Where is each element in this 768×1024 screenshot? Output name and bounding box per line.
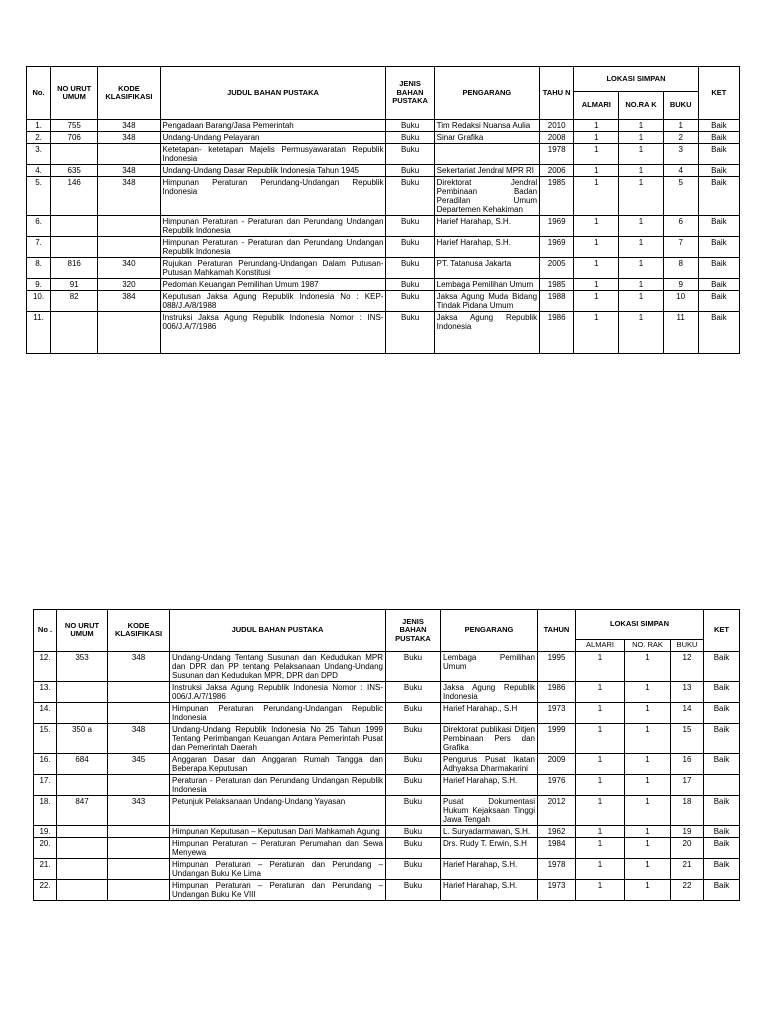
- jenis-cell: Buku: [386, 753, 441, 774]
- pengarang-cell: Lembaga Pemilihan Umum: [441, 651, 538, 681]
- buku-cell: 18: [671, 795, 704, 825]
- row-number: 12.: [34, 651, 57, 681]
- header-tahun: TAHUN: [538, 610, 576, 652]
- pengarang-cell: Harief Harahap, S.H.: [434, 237, 539, 258]
- tahun-cell: 1969: [540, 216, 574, 237]
- kode-cell: [108, 702, 170, 723]
- no-rak-cell: 1: [625, 651, 671, 681]
- tahun-cell: 2005: [540, 258, 574, 279]
- no-urut-cell: [57, 681, 108, 702]
- no-urut-cell: 82: [51, 291, 98, 312]
- table-row: [27, 291, 740, 312]
- no-urut-cell: 684: [57, 753, 108, 774]
- judul-cell: Pedoman Keuangan Pemilihan Umum 1987: [160, 279, 386, 291]
- tahun-cell: 1999: [538, 723, 576, 753]
- row-number: 11.: [27, 312, 51, 354]
- header-no: No .: [34, 610, 57, 652]
- jenis-cell: Buku: [386, 774, 441, 795]
- pengarang-cell: Harief Harahap, S.H.: [441, 858, 538, 879]
- almari-cell: 1: [574, 120, 619, 132]
- no-urut-cell: 706: [51, 132, 98, 144]
- row-number: 16.: [34, 753, 57, 774]
- jenis-cell: Buku: [386, 258, 434, 279]
- table-row: [27, 177, 740, 216]
- no-rak-cell: 1: [625, 795, 671, 825]
- ket-cell: Baik: [698, 144, 739, 165]
- ket-cell: Baik: [704, 825, 740, 837]
- jenis-cell: Buku: [386, 132, 434, 144]
- pengarang-cell: Direktorat Jendral Pembinaan Badan Peradilan Umum Departemen Kehakiman: [434, 177, 539, 216]
- jenis-cell: Buku: [386, 879, 441, 900]
- kode-cell: 348: [108, 723, 170, 753]
- kode-cell: [98, 216, 160, 237]
- no-urut-cell: [57, 774, 108, 795]
- header-ket: KET: [704, 610, 740, 652]
- no-urut-cell: [57, 858, 108, 879]
- pengarang-cell: Pengurus Pusat Ikatan Adhyaksa Dharmakarini: [441, 753, 538, 774]
- tahun-cell: 1976: [538, 774, 576, 795]
- pengarang-cell: Drs. Rudy T. Erwin, S.H: [441, 837, 538, 858]
- row-number: 22.: [34, 879, 57, 900]
- buku-cell: 2: [663, 132, 698, 144]
- buku-cell: 15: [671, 723, 704, 753]
- no-urut-cell: [57, 702, 108, 723]
- row-number: 9.: [27, 279, 51, 291]
- kode-cell: 348: [98, 165, 160, 177]
- header-buku: BUKU: [671, 640, 704, 652]
- kode-cell: 348: [98, 132, 160, 144]
- table-row: [34, 837, 740, 858]
- no-rak-cell: 1: [619, 132, 663, 144]
- row-number: 4.: [27, 165, 51, 177]
- ket-cell: Baik: [698, 237, 739, 258]
- judul-cell: Undang-Undang Pelayaran: [160, 132, 386, 144]
- pengarang-cell: PT. Tatanusa Jakarta: [434, 258, 539, 279]
- header-jenis: JENIS BAHAN PUSTAKA: [386, 610, 441, 652]
- no-urut-cell: 635: [51, 165, 98, 177]
- tahun-cell: 1986: [538, 681, 576, 702]
- judul-cell: Undang-Undang Republik Indonesia No 25 Tahun 1999 Tentang Perimbangan Keuangan Antara Pemerintah Pusat dan Pemerintah Daerah: [170, 723, 386, 753]
- row-number: 14.: [34, 702, 57, 723]
- buku-cell: 17: [671, 774, 704, 795]
- no-urut-cell: 353: [57, 651, 108, 681]
- header-kode: KODE KLASIFIKASI: [108, 610, 170, 652]
- almari-cell: 1: [574, 132, 619, 144]
- no-urut-cell: 146: [51, 177, 98, 216]
- buku-cell: 20: [671, 837, 704, 858]
- pengarang-cell: Jaksa Agung Muda Bidang Tindak Pidana Umum: [434, 291, 539, 312]
- no-rak-cell: 1: [625, 879, 671, 900]
- header-almari: ALMARI: [574, 92, 619, 120]
- row-number: 5.: [27, 177, 51, 216]
- almari-cell: 1: [576, 795, 625, 825]
- no-rak-cell: 1: [619, 312, 663, 354]
- no-urut-cell: [57, 825, 108, 837]
- no-rak-cell: 1: [619, 279, 663, 291]
- kode-cell: 340: [98, 258, 160, 279]
- kode-cell: [108, 879, 170, 900]
- pengarang-cell: Harief Harahap., S.H: [441, 702, 538, 723]
- tahun-cell: 2012: [538, 795, 576, 825]
- jenis-cell: Buku: [386, 291, 434, 312]
- judul-cell: Himpunan Peraturan - Peraturan dan Perundang Undangan Republik Indonesia: [160, 237, 386, 258]
- kode-cell: 384: [98, 291, 160, 312]
- tahun-cell: 1985: [540, 177, 574, 216]
- judul-cell: Himpunan Peraturan – Peraturan Perumahan dan Sewa Menyewa: [170, 837, 386, 858]
- jenis-cell: Buku: [386, 651, 441, 681]
- table-row: [34, 879, 740, 900]
- ket-cell: Baik: [704, 879, 740, 900]
- header-buku: BUKU: [663, 92, 698, 120]
- buku-cell: 7: [663, 237, 698, 258]
- jenis-cell: Buku: [386, 825, 441, 837]
- pengarang-cell: Sekertariat Jendral MPR RI: [434, 165, 539, 177]
- table-row: [27, 132, 740, 144]
- buku-cell: 21: [671, 858, 704, 879]
- almari-cell: 1: [576, 681, 625, 702]
- judul-cell: Undang-Undang Dasar Republik Indonesia Tahun 1945: [160, 165, 386, 177]
- pengarang-cell: Harief Harahap, S.H.: [441, 774, 538, 795]
- row-number: 19.: [34, 825, 57, 837]
- no-urut-cell: [57, 837, 108, 858]
- judul-cell: Undang-Undang Tentang Susunan dan Kedudukan MPR dan DPR dan PP tentang Pelaksanaan Undang-Undang Susunan dan Kedudukan MPR, DPR dan DPD: [170, 651, 386, 681]
- almari-cell: 1: [574, 177, 619, 216]
- tahun-cell: 1995: [538, 651, 576, 681]
- almari-cell: 1: [574, 216, 619, 237]
- no-rak-cell: 1: [619, 177, 663, 216]
- no-urut-cell: [51, 144, 98, 165]
- tahun-cell: 2010: [540, 120, 574, 132]
- table-row: [34, 858, 740, 879]
- jenis-cell: Buku: [386, 312, 434, 354]
- header-no-urut: NO URUT UMUM: [57, 610, 108, 652]
- no-rak-cell: 1: [625, 774, 671, 795]
- jenis-cell: Buku: [386, 165, 434, 177]
- table-row: [34, 825, 740, 837]
- buku-cell: 1: [663, 120, 698, 132]
- kode-cell: [108, 825, 170, 837]
- pengarang-cell: Lembaga Pemilihan Umum: [434, 279, 539, 291]
- kode-cell: 343: [108, 795, 170, 825]
- buku-cell: 8: [663, 258, 698, 279]
- judul-cell: Keputusan Jaksa Agung Republik Indonesia No : KEP-088/J.A/8/1988: [160, 291, 386, 312]
- header-judul: JUDUL BAHAN PUSTAKA: [170, 610, 386, 652]
- ket-cell: Baik: [698, 291, 739, 312]
- header-no: No.: [27, 67, 51, 120]
- judul-cell: Himpunan Peraturan – Peraturan dan Perundang – Undangan Buku Ke Lima: [170, 858, 386, 879]
- jenis-cell: Buku: [386, 144, 434, 165]
- table-row: [34, 702, 740, 723]
- row-number: 7.: [27, 237, 51, 258]
- judul-cell: Himpunan Peraturan Perundang-Undangan Republic Indonesia: [170, 702, 386, 723]
- row-number: 6.: [27, 216, 51, 237]
- ket-cell: Baik: [698, 279, 739, 291]
- ket-cell: Baik: [704, 837, 740, 858]
- no-rak-cell: 1: [619, 216, 663, 237]
- almari-cell: 1: [576, 723, 625, 753]
- pengarang-cell: Harief Harahap, S.H.: [441, 879, 538, 900]
- almari-cell: 1: [574, 165, 619, 177]
- no-rak-cell: 1: [619, 144, 663, 165]
- table-1-body: [27, 120, 740, 354]
- table-row: [34, 795, 740, 825]
- jenis-cell: Buku: [386, 837, 441, 858]
- table-row: [27, 312, 740, 354]
- row-number: 15.: [34, 723, 57, 753]
- ket-cell: Baik: [698, 258, 739, 279]
- header-ket: KET: [698, 67, 739, 120]
- pengarang-cell: Jaksa Agung Republik Indonesia: [434, 312, 539, 354]
- tahun-cell: 1969: [540, 237, 574, 258]
- ket-cell: Baik: [704, 753, 740, 774]
- ket-cell: [704, 774, 740, 795]
- jenis-cell: Buku: [386, 702, 441, 723]
- almari-cell: 1: [574, 144, 619, 165]
- no-rak-cell: 1: [619, 237, 663, 258]
- jenis-cell: Buku: [386, 795, 441, 825]
- no-rak-cell: 1: [625, 681, 671, 702]
- pengarang-cell: Sinar Grafika: [434, 132, 539, 144]
- no-rak-cell: 1: [625, 702, 671, 723]
- no-rak-cell: 1: [625, 753, 671, 774]
- almari-cell: 1: [576, 837, 625, 858]
- no-rak-cell: 1: [625, 825, 671, 837]
- almari-cell: 1: [574, 258, 619, 279]
- kode-cell: [108, 774, 170, 795]
- almari-cell: 1: [574, 291, 619, 312]
- jenis-cell: Buku: [386, 216, 434, 237]
- almari-cell: 1: [574, 279, 619, 291]
- kode-cell: [98, 144, 160, 165]
- no-rak-cell: 1: [625, 723, 671, 753]
- ket-cell: Baik: [698, 216, 739, 237]
- ket-cell: Baik: [704, 795, 740, 825]
- no-urut-cell: 91: [51, 279, 98, 291]
- tahun-cell: 1978: [538, 858, 576, 879]
- row-number: 1.: [27, 120, 51, 132]
- row-number: 2.: [27, 132, 51, 144]
- ket-cell: Baik: [704, 723, 740, 753]
- buku-cell: 6: [663, 216, 698, 237]
- judul-cell: Ketetapan- ketetapan Majelis Permusyawaratan Republik Indonesia: [160, 144, 386, 165]
- no-urut-cell: [51, 312, 98, 354]
- table-row: [27, 216, 740, 237]
- tahun-cell: 1988: [540, 291, 574, 312]
- header-no-rak: NO.RA K: [619, 92, 663, 120]
- header-lokasi-simpan: LOKASI SIMPAN: [574, 67, 699, 92]
- row-number: 3.: [27, 144, 51, 165]
- buku-cell: 14: [671, 702, 704, 723]
- header-pengarang: PENGARANG: [441, 610, 538, 652]
- table-row: [34, 681, 740, 702]
- pengarang-cell: [434, 144, 539, 165]
- table-row: [27, 120, 740, 132]
- almari-cell: 1: [576, 774, 625, 795]
- no-urut-cell: [57, 879, 108, 900]
- judul-cell: Instruksi Jaksa Agung Republik Indonesia Nomor : INS-006/J.A/7/1986: [170, 681, 386, 702]
- header-kode: KODE KLASIFIKASI: [98, 67, 160, 120]
- jenis-cell: Buku: [386, 177, 434, 216]
- kode-cell: 348: [98, 120, 160, 132]
- kode-cell: [98, 237, 160, 258]
- row-number: 10.: [27, 291, 51, 312]
- ket-cell: Baik: [698, 177, 739, 216]
- ket-cell: Baik: [698, 312, 739, 354]
- jenis-cell: Buku: [386, 858, 441, 879]
- kode-cell: [108, 837, 170, 858]
- no-rak-cell: 1: [619, 120, 663, 132]
- row-number: 13.: [34, 681, 57, 702]
- book-inventory-table-1: [26, 66, 740, 354]
- table-row: [27, 165, 740, 177]
- no-urut-cell: 816: [51, 258, 98, 279]
- row-number: 20.: [34, 837, 57, 858]
- no-urut-cell: 847: [57, 795, 108, 825]
- buku-cell: 12: [671, 651, 704, 681]
- ket-cell: Baik: [698, 120, 739, 132]
- judul-cell: Anggaran Dasar dan Anggaran Rumah Tangga dan Beberapa Keputusan: [170, 753, 386, 774]
- table-row: [27, 144, 740, 165]
- buku-cell: 13: [671, 681, 704, 702]
- header-judul: JUDUL BAHAN PUSTAKA: [160, 67, 386, 120]
- no-rak-cell: 1: [619, 258, 663, 279]
- buku-cell: 19: [671, 825, 704, 837]
- header-tahun: TAHU N: [540, 67, 574, 120]
- tahun-cell: 1973: [538, 702, 576, 723]
- table-row: [34, 753, 740, 774]
- kode-cell: 345: [108, 753, 170, 774]
- jenis-cell: Buku: [386, 237, 434, 258]
- almari-cell: 1: [576, 651, 625, 681]
- header-no-urut: NO URUT UMUM: [51, 67, 98, 120]
- header-almari: ALMARI: [576, 640, 625, 652]
- no-rak-cell: 1: [625, 837, 671, 858]
- row-number: 18.: [34, 795, 57, 825]
- table-row: [34, 651, 740, 681]
- ket-cell: Baik: [704, 702, 740, 723]
- table-row: [27, 279, 740, 291]
- table-2-body: [34, 651, 740, 900]
- judul-cell: Pengadaan Barang/Jasa Pemerintah: [160, 120, 386, 132]
- no-rak-cell: 1: [619, 291, 663, 312]
- kode-cell: [98, 312, 160, 354]
- judul-cell: Rujukan Peraturan Perundang-Undangan Dalam Putusan-Putusan Mahkamah Konstitusi: [160, 258, 386, 279]
- tahun-cell: 1986: [540, 312, 574, 354]
- table-row: [27, 258, 740, 279]
- table-row: [34, 774, 740, 795]
- no-urut-cell: 755: [51, 120, 98, 132]
- almari-cell: 1: [576, 825, 625, 837]
- header-pengarang: PENGARANG: [434, 67, 539, 120]
- tahun-cell: 1962: [538, 825, 576, 837]
- kode-cell: [108, 858, 170, 879]
- row-number: 17.: [34, 774, 57, 795]
- judul-cell: Peraturan - Peraturan dan Perundang Undangan Republik Indonesia: [170, 774, 386, 795]
- jenis-cell: Buku: [386, 120, 434, 132]
- ket-cell: Baik: [704, 681, 740, 702]
- pengarang-cell: Pusat Dokumentasi Hukum Kejaksaan Tinggi Jawa Tengah: [441, 795, 538, 825]
- jenis-cell: Buku: [386, 723, 441, 753]
- almari-cell: 1: [576, 702, 625, 723]
- pengarang-cell: Harief Harahap, S.H.: [434, 216, 539, 237]
- pengarang-cell: Jaksa Agung Republik Indonesia: [441, 681, 538, 702]
- tahun-cell: 1973: [538, 879, 576, 900]
- tahun-cell: 1985: [540, 279, 574, 291]
- no-urut-cell: [51, 216, 98, 237]
- judul-cell: Himpunan Peraturan Perundang-Undangan Republik Indonesia: [160, 177, 386, 216]
- judul-cell: Himpunan Keputusan – Keputusan Dari Mahkamah Agung: [170, 825, 386, 837]
- header-jenis: JENIS BAHAN PUSTAKA: [386, 67, 434, 120]
- buku-cell: 3: [663, 144, 698, 165]
- header-lokasi-simpan: LOKASI SIMPAN: [576, 610, 704, 640]
- buku-cell: 22: [671, 879, 704, 900]
- tahun-cell: 1984: [538, 837, 576, 858]
- tahun-cell: 1978: [540, 144, 574, 165]
- ket-cell: Baik: [698, 165, 739, 177]
- kode-cell: [108, 681, 170, 702]
- pengarang-cell: L. Suryadarmawan, S.H.: [441, 825, 538, 837]
- book-inventory-table-2: [33, 609, 740, 901]
- almari-cell: 1: [576, 879, 625, 900]
- almari-cell: 1: [574, 237, 619, 258]
- buku-cell: 11: [663, 312, 698, 354]
- almari-cell: 1: [576, 858, 625, 879]
- pengarang-cell: Tim Redaksi Nuansa Aulia: [434, 120, 539, 132]
- buku-cell: 4: [663, 165, 698, 177]
- buku-cell: 5: [663, 177, 698, 216]
- buku-cell: 10: [663, 291, 698, 312]
- tahun-cell: 2009: [538, 753, 576, 774]
- no-rak-cell: 1: [619, 165, 663, 177]
- row-number: 8.: [27, 258, 51, 279]
- ket-cell: Baik: [704, 858, 740, 879]
- judul-cell: Instruksi Jaksa Agung Republik Indonesia Nomor : INS-006/J.A/7/1986: [160, 312, 386, 354]
- pengarang-cell: Direktorat publikasi Ditjen Pembinaan Pers dan Grafika: [441, 723, 538, 753]
- judul-cell: Petunjuk Pelaksanaan Undang-Undang Yayasan: [170, 795, 386, 825]
- ket-cell: Baik: [704, 651, 740, 681]
- row-number: 21.: [34, 858, 57, 879]
- tahun-cell: 2008: [540, 132, 574, 144]
- judul-cell: Himpunan Peraturan – Peraturan dan Perundang – Undangan Buku Ke VIII: [170, 879, 386, 900]
- kode-cell: 348: [98, 177, 160, 216]
- kode-cell: 348: [108, 651, 170, 681]
- buku-cell: 16: [671, 753, 704, 774]
- jenis-cell: Buku: [386, 279, 434, 291]
- no-rak-cell: 1: [625, 858, 671, 879]
- table-row: [34, 723, 740, 753]
- header-no-rak: NO. RAK: [625, 640, 671, 652]
- almari-cell: 1: [574, 312, 619, 354]
- judul-cell: Himpunan Peraturan - Peraturan dan Perundang Undangan Republik Indonesia: [160, 216, 386, 237]
- table-row: [27, 237, 740, 258]
- kode-cell: 320: [98, 279, 160, 291]
- ket-cell: Baik: [698, 132, 739, 144]
- no-urut-cell: 350 a: [57, 723, 108, 753]
- tahun-cell: 2006: [540, 165, 574, 177]
- jenis-cell: Buku: [386, 681, 441, 702]
- no-urut-cell: [51, 237, 98, 258]
- buku-cell: 9: [663, 279, 698, 291]
- almari-cell: 1: [576, 753, 625, 774]
